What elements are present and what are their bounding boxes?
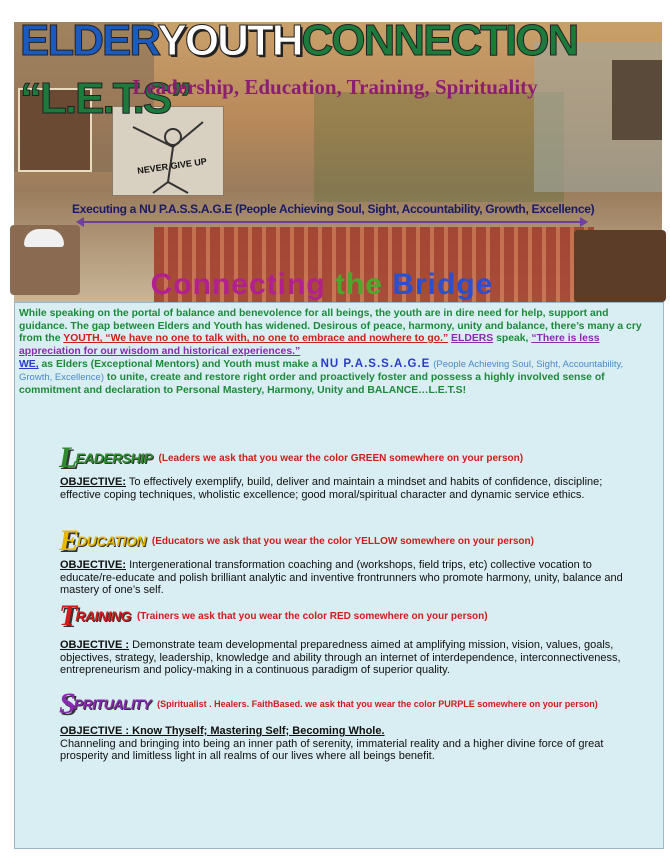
spirituality-word: PRITUALITY [73,696,152,712]
education-cap: E [59,524,80,557]
title-connection: CONNECTION “L.E.T.S” [20,16,578,123]
intro-text-1: While speaking on the portal of balance and benevolence for all beings, the youth are in dire need for help, support and guidance. The gap between Elders and Youth has widened. Desirous of peace, harmony, unity and balance, there’s many a cry from the [19,308,642,345]
speak-text: speak, [496,333,529,345]
leadership-word: EADERSHIP [75,450,153,466]
passage-expansion: (People Achieving Soul, Sight, Accountability, Growth, Excellence) [19,359,624,383]
we-label: WE, [19,359,39,371]
section-leadership-heading [59,441,524,474]
bridge-word-connecting: Connecting [150,268,326,301]
spirituality-objective [60,725,640,763]
section-education-heading [59,524,534,557]
leadership-note: (Leaders we ask that you wear the color GREEN somewhere on your person) [158,452,524,464]
title-elder: ELDER [20,16,158,65]
youth-quote: YOUTH, “We have no one to talk with, no one to embrace and nowhere to go.” [63,333,449,345]
leadership-cap: L [59,441,78,474]
leadership-objective [60,476,640,501]
spirituality-cap: S [59,687,76,720]
collage-photo-classroom [314,92,564,202]
objective-text: Channeling and bringing into being an inner path of serenity, immaterial reality and a higher divine force of great prosperity and limitless light in all realms of our lives where all beings benefit. [60,737,604,762]
sketch-caption: NEVER GIVE UP [136,156,208,176]
intro-text-3: to unite, create and restore right order and proactively foster and possess a highly involved sense of commitment and declaration to Personal Mastery, Harmony, Unity and BALANCE…L.E.T.S! [19,371,605,396]
training-cap: T [59,599,78,632]
section-spirituality-heading [59,687,598,720]
executing-line: Executing a NU P.A.S.S.A.G.E (People Achieving Soul, Sight, Accountability, Growth, Excellence) [72,202,595,216]
intro-paragraph [19,308,659,397]
training-note: (Trainers we ask that you wear the color RED somewhere on your person) [136,610,488,622]
elders-label: ELDERS [451,333,494,345]
section-training-heading [59,599,488,632]
subtitle: Leadership, Education, Training, Spirituality [132,75,538,99]
education-note: (Educators we ask that you wear the color YELLOW somewhere on your person) [151,535,534,547]
objective-label: OBJECTIVE: [60,559,127,571]
objective-label: OBJECTIVE : [60,639,130,651]
photo-youth-top [612,60,662,140]
bridge-heading [82,268,562,302]
bridge-word-bridge: Bridge [392,268,494,301]
elder-photo [10,225,80,295]
education-word: DUCATION [77,533,146,549]
training-objective [60,639,640,677]
objective-text: To effectively exemplify, build, deliver and maintain a mindset and habits of confidence, discipline; effective coping techniques, wholistic excellence; good moral/spiritual character and dynamic service ethics. [60,476,603,501]
content-panel [14,302,664,849]
intro-text-2: as Elders (Exceptional Mentors) and Youth must make a [41,359,318,371]
objective-label: OBJECTIVE : Know Thyself; Mastering Self; Becoming Whole. [60,725,385,737]
objective-text: Demonstrate team developmental preparedness aimed at amplifying mission, vision, values, goals, objectives, strategy, leadership, knowledge and ability through an internet of interdependence, interconnectiveness, entrepreneurism and policy-making in a continuous paradigm of superior quality. [60,639,621,676]
bridge-word-the: the [334,268,383,301]
kufi-cap [24,229,64,247]
youth-photo [574,230,666,302]
spirituality-note: (Spiritualist . Healers. FaithBased. we ask that you wear the color PURPLE somewhere on your person) [157,699,598,709]
double-arrow-icon [82,221,582,223]
education-objective [60,559,640,597]
training-word: RAINING [75,608,131,624]
elders-quote: “There is less appreciation for our wisdom and historical experiences.” [19,333,600,357]
passage-label: NU P.A.S.S.A.G.E [320,358,431,371]
title-youth: YOUTH [157,16,302,65]
objective-text: Intergenerational transformation coaching and (workshops, field trips, etc) collective vocation to educate/re-educate and polish brilliant analytic and inventive frontrunners who promote harmony, unity, balance and mastery of one’s self. [60,559,623,596]
objective-label: OBJECTIVE: [60,476,127,488]
